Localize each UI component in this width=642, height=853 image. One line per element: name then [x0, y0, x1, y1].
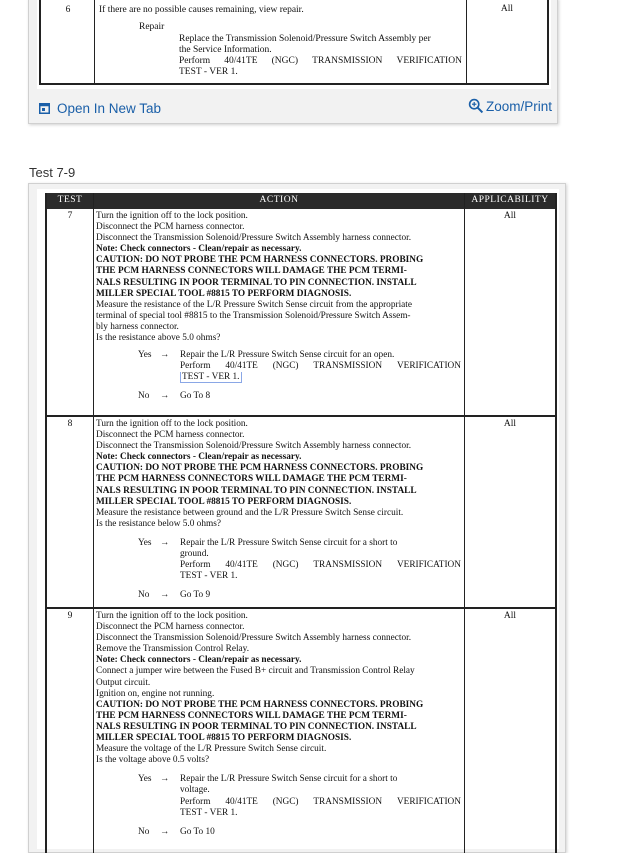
action-line: Output circuit. [96, 677, 151, 688]
note-line: Note: Check connectors - Clean/repair as necessary. [96, 452, 302, 463]
arrow-right-icon: → [160, 826, 170, 837]
no-action: Go To 8 [180, 391, 211, 402]
caution-line: NALS RESULTING IN POOR TERMINAL TO PIN CONNECTION. INSTALL [96, 721, 417, 732]
applicability: All [503, 419, 517, 429]
arrow-right-icon: → [160, 590, 170, 601]
action-text [96, 211, 461, 402]
question-line: Is the resistance below 5.0 ohms? [96, 518, 221, 529]
no-label: No [138, 391, 150, 402]
table-row [47, 609, 555, 853]
yes-branch [96, 350, 461, 383]
no-branch [96, 827, 461, 838]
action-line: Measure the resistance of the L/R Pressure Switch Sense circuit from the appropriate [96, 299, 412, 310]
caution-line: CAUTION: DO NOT PROBE THE PCM HARNESS CONNECTORS. PROBING [96, 699, 424, 710]
table-header [47, 193, 555, 209]
caution-line: THE PCM HARNESS CONNECTORS WILL DAMAGE THE PCM TERMI- [96, 710, 407, 721]
open-new-tab-icon [39, 103, 50, 114]
action-line: Turn the ignition off to the lock position. [96, 211, 248, 221]
previous-test-sheet [37, 0, 551, 89]
action-line: Disconnect the PCM harness connector. [96, 222, 245, 233]
no-action: Go To 9 [180, 590, 211, 601]
action-line: Turn the ignition off to the lock position. [96, 419, 248, 429]
section-title: Test 7-9 [29, 165, 76, 180]
magnifier-icon [468, 98, 484, 114]
question-line: Is the voltage above 0.5 volts? [96, 755, 210, 766]
yes-action-line: Repair the L/R Pressure Switch Sense circuit for a short to [180, 537, 398, 548]
prev-test-applicability: All [500, 4, 514, 14]
yes-label: Yes [138, 537, 152, 548]
yes-branch [96, 774, 461, 818]
yes-branch [96, 538, 461, 582]
arrow-right-icon: → [160, 537, 170, 548]
action-line: Measure the voltage of the L/R Pressure Switch Sense circuit. [96, 744, 327, 755]
arrow-right-icon: → [160, 391, 170, 402]
no-branch [96, 391, 461, 402]
prev-test-verify-line: Perform 40/41TE (NGC) TRANSMISSION VERIFICATION [179, 56, 462, 66]
yes-action-line: Repair the L/R Pressure Switch Sense circuit for an open. [180, 350, 395, 361]
verification-line: Perform 40/41TE (NGC) TRANSMISSION VERIFICATION [180, 560, 461, 571]
caution-line: NALS RESULTING IN POOR TERMINAL TO PIN CONNECTION. INSTALL [96, 485, 417, 496]
prev-test-applicability-cell [467, 0, 547, 83]
no-branch [96, 590, 461, 601]
arrow-right-icon: → [160, 774, 170, 785]
no-label: No [138, 826, 150, 837]
image-toolbar [29, 97, 557, 121]
no-label: No [138, 590, 150, 601]
previous-test-table [39, 0, 549, 85]
action-line: Ignition on, engine not running. [96, 688, 215, 699]
zoom-print-link[interactable] [468, 98, 552, 114]
note-line: Note: Check connectors - Clean/repair as necessary. [96, 655, 302, 666]
prev-test-question: If there are no possible causes remaining, view repair. [99, 5, 304, 15]
question-line: Is the resistance above 5.0 ohms? [96, 333, 221, 344]
prev-test-repair-line: Replace the Transmission Solenoid/Pressure Switch Assembly per [179, 34, 431, 44]
verification-test-highlight: TEST - VER 1. [182, 372, 240, 383]
applicability: All [503, 211, 517, 221]
prev-test-action-cell [95, 0, 467, 83]
verification-test: TEST - VER 1. [180, 571, 238, 582]
yes-action-line: ground. [180, 549, 209, 560]
caution-line: MILLER SPECIAL TOOL #8815 TO PERFORM DIAGNOSIS. [96, 288, 352, 299]
table-row [47, 417, 555, 607]
yes-label: Yes [138, 774, 152, 785]
action-line: Turn the ignition off to the lock position. [96, 611, 248, 621]
action-line: Remove the Transmission Control Relay. [96, 644, 250, 655]
test-table [45, 193, 557, 853]
caution-line: CAUTION: DO NOT PROBE THE PCM HARNESS CONNECTORS. PROBING [96, 255, 424, 266]
prev-test-number: 6 [65, 5, 71, 15]
verification-line: Perform 40/41TE (NGC) TRANSMISSION VERIFICATION [180, 361, 461, 372]
open-in-new-tab-link[interactable] [39, 101, 161, 116]
caution-line: MILLER SPECIAL TOOL #8815 TO PERFORM DIAGNOSIS. [96, 496, 352, 507]
yes-action-line: voltage. [180, 785, 210, 796]
yes-action-line: Repair the L/R Pressure Switch Sense circuit for a short to [180, 774, 398, 785]
arrow-right-icon: → [160, 350, 170, 361]
caution-line: NALS RESULTING IN POOR TERMINAL TO PIN CONNECTION. INSTALL [96, 277, 417, 288]
verification-line: Perform 40/41TE (NGC) TRANSMISSION VERIFICATION [180, 796, 461, 807]
yes-label: Yes [138, 350, 152, 361]
test-number: 8 [67, 419, 73, 429]
action-line: Disconnect the Transmission Solenoid/Pressure Switch Assembly harness connector. [96, 233, 412, 244]
caution-line: CAUTION: DO NOT PROBE THE PCM HARNESS CONNECTORS. PROBING [96, 463, 424, 474]
applicability: All [503, 611, 517, 621]
prev-test-number-cell [41, 0, 95, 83]
prev-test-repair-label: Repair [139, 22, 165, 32]
action-line: Connect a jumper wire between the Fused B+ circuit and Transmission Control Relay [96, 666, 415, 677]
action-line: Disconnect the Transmission Solenoid/Pressure Switch Assembly harness connector. [96, 633, 412, 644]
action-text [96, 419, 461, 601]
open-in-new-tab-label: Open In New Tab [57, 101, 162, 116]
test-sheet [37, 189, 559, 849]
zoom-print-label: Zoom/Print [485, 98, 552, 114]
prev-test-verify-tail: TEST - VER 1. [179, 67, 238, 77]
verification-test: TEST - VER 1. [180, 807, 238, 818]
action-line: Measure the resistance between ground and the L/R Pressure Switch Sense circuit. [96, 507, 404, 518]
action-line: Disconnect the PCM harness connector. [96, 622, 245, 633]
caution-line: THE PCM HARNESS CONNECTORS WILL DAMAGE THE PCM TERMI- [96, 266, 407, 277]
header-test: TEST [57, 195, 83, 205]
action-line: Disconnect the Transmission Solenoid/Pressure Switch Assembly harness connector. [96, 441, 412, 452]
test-number: 7 [67, 211, 73, 221]
caution-line: MILLER SPECIAL TOOL #8815 TO PERFORM DIAGNOSIS. [96, 733, 352, 744]
previous-test-card [28, 0, 558, 124]
table-row [47, 209, 555, 415]
prev-test-repair-line: the Service Information. [179, 45, 272, 55]
action-text [96, 611, 461, 838]
note-line: Note: Check connectors - Clean/repair as necessary. [96, 244, 302, 255]
test-number: 9 [67, 611, 73, 621]
action-line: bly harness connector. [96, 321, 179, 332]
no-action: Go To 10 [180, 826, 215, 837]
test-image-card [28, 183, 566, 853]
header-action: ACTION [259, 195, 299, 205]
action-line: Disconnect the PCM harness connector. [96, 430, 245, 441]
action-line: terminal of special tool #8815 to the Transmission Solenoid/Pressure Switch Assem- [96, 310, 411, 321]
caution-line: THE PCM HARNESS CONNECTORS WILL DAMAGE THE PCM TERMI- [96, 474, 407, 485]
header-applicability: APPLICABILITY [471, 195, 549, 205]
